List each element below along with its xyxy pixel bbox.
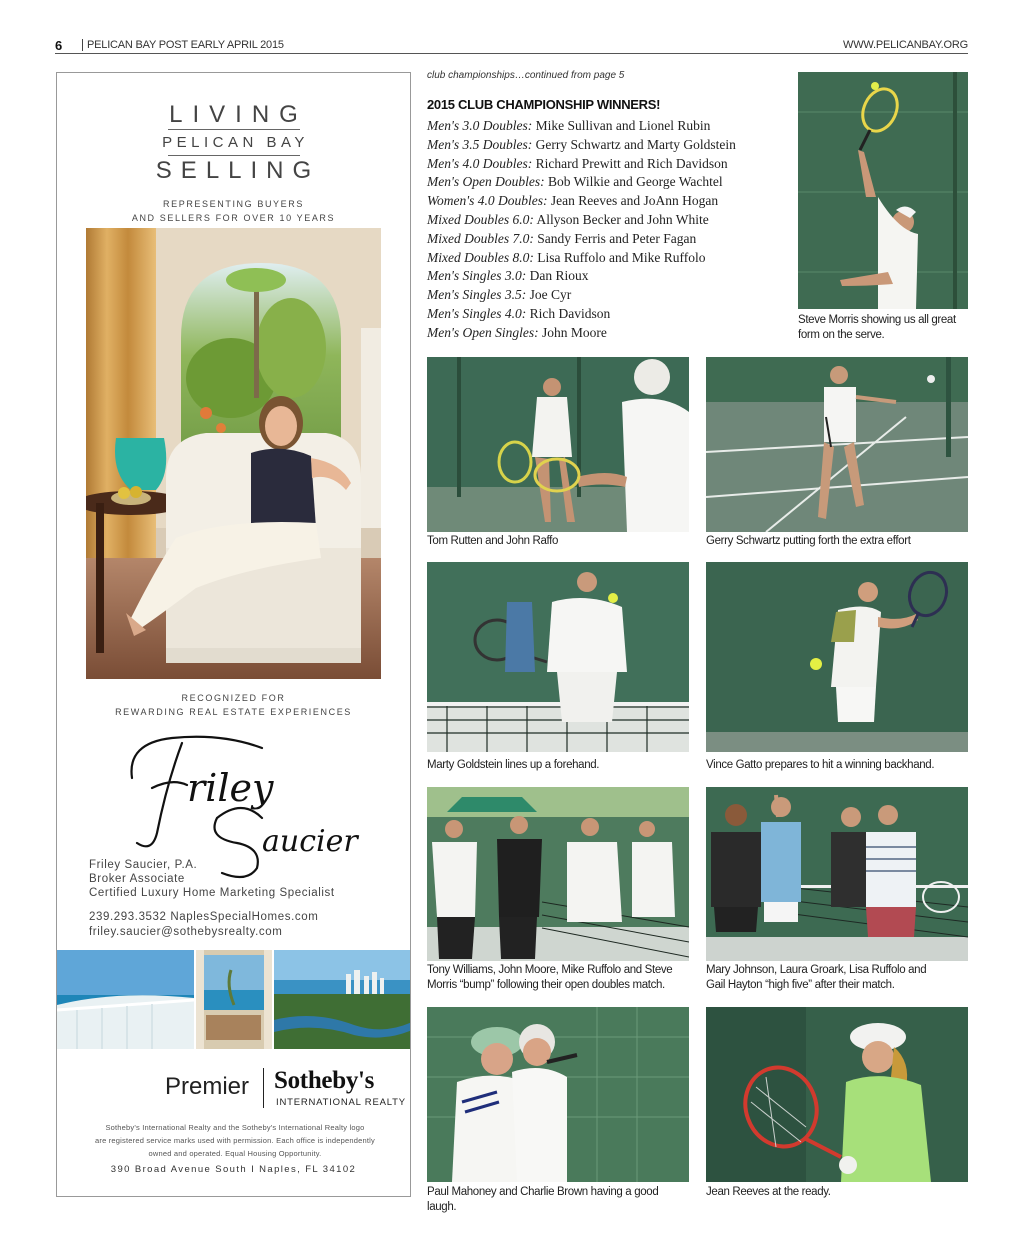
ocean-balcony-photo [57,950,194,1049]
winners-list [427,117,736,343]
caption-gerry-schwartz: Gerry Schwartz putting forth the extra effort [706,535,911,547]
aerial-coastline-photo [274,950,411,1049]
winner-entry: Men's Open Singles: John Moore [427,324,607,340]
caption-vince-gatto: Vince Gatto prepares to hit a winning backhand. [706,759,935,771]
sothebys-logo-subtitle: INTERNATIONAL REALTY [276,1097,406,1108]
photo-jean-reeves [706,1007,968,1182]
office-address: 390 Broad Avenue South I Naples, FL 34102 [110,1164,357,1175]
svg-text:riley: riley [187,766,274,810]
caption-high-five: Mary Johnson, Laura Groark, Lisa Ruffolo and Gail Hayton “high five” after their match. [706,964,927,991]
brand-line-living: LIVING [169,101,308,128]
photo-doubles-bump [427,787,689,961]
caption-good-laugh: Paul Mahoney and Charlie Brown having a good laugh. [427,1186,659,1213]
caption-marty-goldstein: Marty Goldstein lines up a forehand. [427,759,600,771]
premier-logo-text: Premier [165,1073,250,1100]
photo-good-laugh [427,1007,689,1182]
caption-jean-reeves: Jean Reeves at the ready. [706,1186,831,1198]
ad-tagline-recognized: RECOGNIZED FOR REWARDING REAL ESTATE EXPERIENCES [115,693,352,717]
website-url[interactable]: WWW.PELICANBAY.ORG [843,39,968,51]
page-number: 6 [55,38,63,53]
legal-disclaimer: Sotheby's International Realty and the Sotheby's International Realty logo are registered service marks used with permission. Each office is independently owned and operated. Equal Housing Opportunity. [95,1123,375,1158]
caption-rutten-raffo: Tom Rutten and John Raffo [427,535,559,547]
agent-credentials: Friley Saucier, P.A. Broker Associate Certified Luxury Home Marketing Specialist [89,859,335,899]
caption-doubles-bump: Tony Williams, John Moore, Mike Ruffolo and Steve Morris “bump” following their open doubles match. [427,964,673,991]
winner-entry: Women's 4.0 Doubles: Jean Reeves and JoAnn Hogan [427,193,719,209]
page-header [55,38,968,54]
svg-text:aucier: aucier [262,824,358,859]
caption-serve: Steve Morris showing us all great form on the serve. [798,314,956,341]
winner-entry: Men's Singles 4.0: Rich Davidson [427,305,611,321]
winner-entry: Men's 3.5 Doubles: Gerry Schwartz and Marty Goldstein [427,136,736,152]
winner-entry: Men's 3.0 Doubles: Mike Sullivan and Lionel Rubin [427,118,711,133]
brand-rule [168,129,300,130]
agent-email[interactable]: friley.saucier@sothebysrealty.com [89,926,283,938]
photo-high-five [706,787,968,961]
ad-tagline-representing: REPRESENTING BUYERS AND SELLERS FOR OVER 10 YEARS [131,199,336,223]
winner-entry: Men's Singles 3.0: Dan Rioux [427,268,589,284]
photo-marty-goldstein [427,562,689,752]
interior-living-photo [196,950,272,1049]
real-estate-advertisement [56,72,411,1197]
brand-rule [168,155,300,156]
photo-vince-gatto [706,562,968,752]
publication-title: PELICAN BAY POST EARLY APRIL 2015 [87,39,284,51]
winners-heading: 2015 CLUB CHAMPIONSHIP WINNERS! [427,97,661,112]
logo-divider [263,1068,264,1108]
agent-contact [89,910,318,940]
photo-steve-morris-serve [798,72,968,309]
photo-gerry-schwartz [706,357,968,532]
winner-entry: Mixed Doubles 6.0: Allyson Becker and John White [427,211,709,227]
property-photo-strip [57,950,411,1049]
agent-phone-website[interactable]: 239.293.3532 NaplesSpecialHomes.com [89,911,319,923]
sothebys-logo-text: Sotheby's [274,1067,375,1094]
winner-entry: Men's 4.0 Doubles: Richard Prewitt and Rich Davidson [427,155,728,171]
winner-entry: Mixed Doubles 8.0: Lisa Ruffolo and Mike Ruffolo [427,249,706,265]
continued-from-note: club championships…continued from page 5 [427,70,625,81]
winner-entry: Men's Singles 3.5: Joe Cyr [427,287,572,303]
winner-entry: Men's Open Doubles: Bob Wilkie and George Wachtel [427,174,723,190]
agent-portrait-photo [86,228,381,679]
winner-entry: Mixed Doubles 7.0: Sandy Ferris and Peter Fagan [427,230,697,246]
photo-rutten-raffo [427,357,689,532]
brand-line-selling: SELLING [155,157,321,184]
brand-line-pelican-bay: PELICAN BAY [162,134,309,151]
